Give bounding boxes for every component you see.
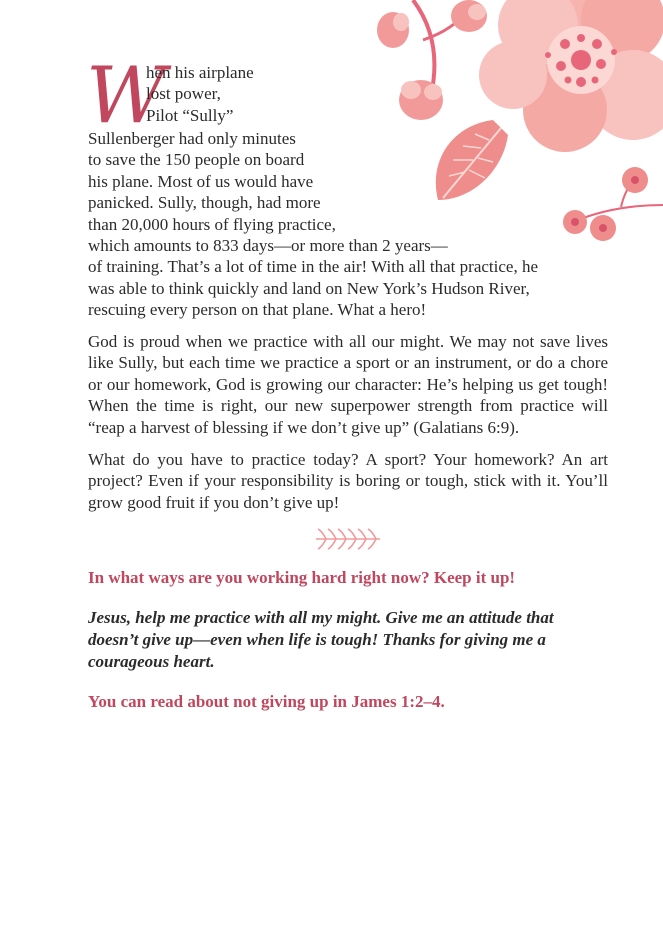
intro-line: rescuing every person on that plane. What a hero! xyxy=(88,300,427,320)
intro-line: lost power, xyxy=(146,84,221,104)
intro-line: Sullenberger had only minutes xyxy=(88,129,296,148)
intro-line: hen his airplane xyxy=(146,63,254,82)
intro-line: panicked. Sully, though, had more xyxy=(88,193,321,213)
intro-paragraph xyxy=(86,51,608,321)
body-paragraph: God is proud when we practice with all our might. We may not save lives like Sully, but each time we practice a sport or an instrument, or do a chore or our homework, God is growing our character: He’s helping us get tough! When the time is right, our new superpower strength from practice will “reap a harvest of blessing if we don’t give up” (Galatians 6:9). xyxy=(88,331,608,438)
prayer-text: Jesus, help me practice with all my might. Give me an attitude that doesn’t give up—even when life is tough! Thanks for giving me a courageous heart. xyxy=(88,608,554,671)
reflection-question: In what ways are you working hard right now? Keep it up! xyxy=(88,568,516,588)
leaf-sprig-divider-icon xyxy=(308,527,388,551)
bud-icon xyxy=(451,0,487,32)
intro-line: was able to think quickly and land on New York’s Hudson River, xyxy=(88,278,530,298)
intro-line: of training. That’s a lot of time in the air! With all that practice, he xyxy=(88,257,538,277)
drop-cap: W xyxy=(86,51,167,141)
body-paragraph: What do you have to practice today? A sport? Your homework? An art project? Even if your responsibility is boring or tough, stick with it. You’ll grow good fruit if you don’t give up! xyxy=(88,449,608,512)
intro-line: Pilot “Sully” xyxy=(146,105,234,125)
intro-line: than 20,000 hours of flying practice, xyxy=(88,214,336,234)
intro-line: to save the 150 people on board xyxy=(88,150,305,170)
bud-icon xyxy=(377,12,409,48)
devotional-content xyxy=(86,51,608,713)
scripture-reference: You can read about not giving up in James 1:2–4. xyxy=(88,691,445,711)
intro-line: which amounts to 833 days—or more than 2 years— xyxy=(88,236,448,256)
intro-line: his plane. Most of us would have xyxy=(88,171,314,191)
